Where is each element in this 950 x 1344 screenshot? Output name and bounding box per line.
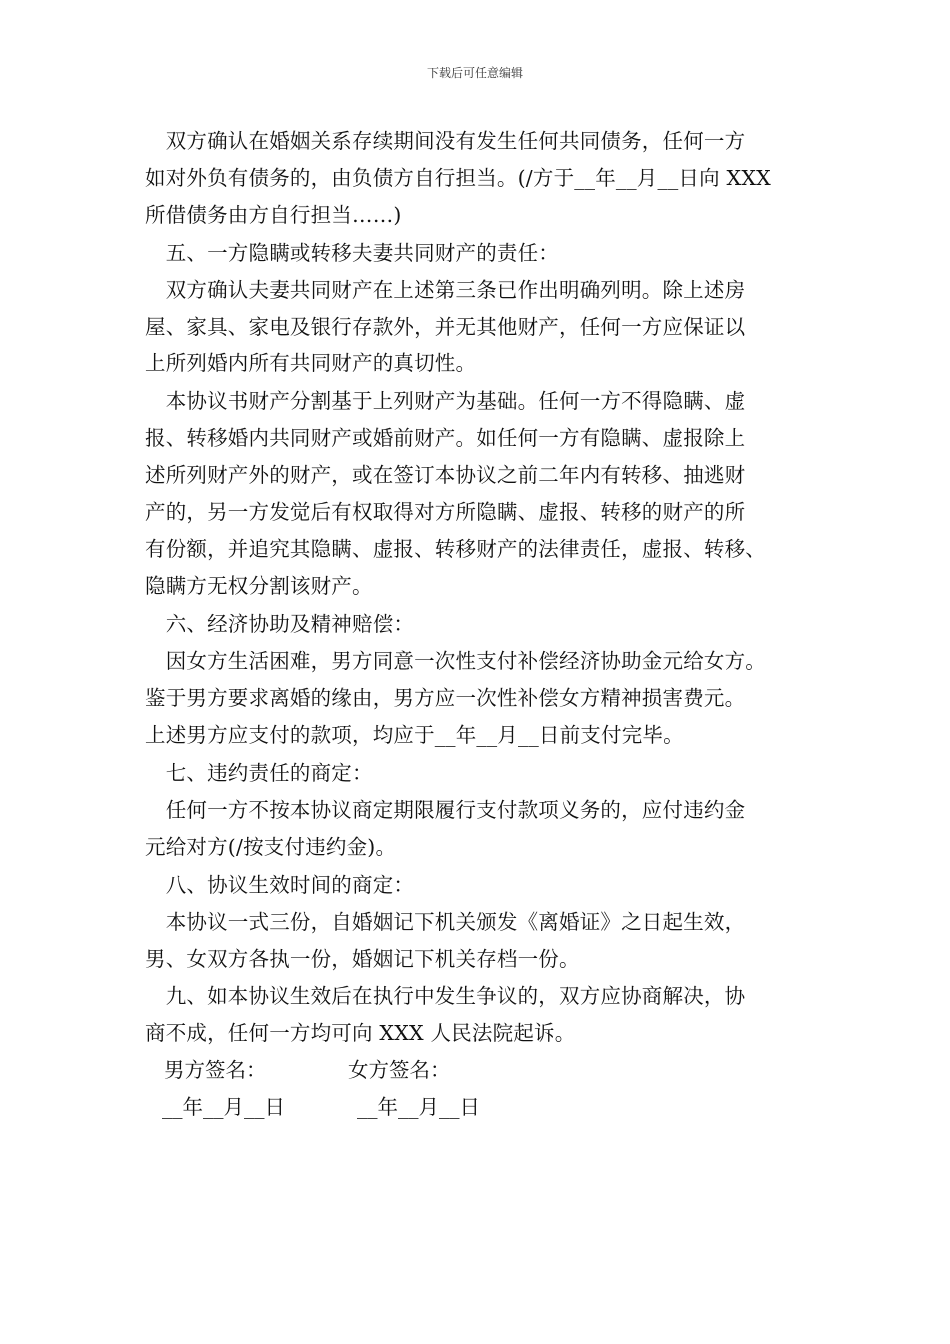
text-line: 任何一方不按本协议商定期限履行支付款项义务的，应付违约金 <box>145 798 746 822</box>
page-header: 下载后可任意编辑 <box>426 66 523 80</box>
text-line: 屋、家具、家电及银行存款外，并无其他财产，任何一方应保证以 <box>145 315 746 339</box>
female-signature-date: __年__月__日 <box>357 1095 480 1119</box>
text-line: 报、转移婚内共同财产或婚前财产。如任何一方有隐瞒、虚报除上 <box>145 426 746 450</box>
text-line: 因女方生活困难，男方同意一次性支付补偿经济协助金元给女方。 <box>145 649 766 673</box>
text-line: 如对外负有债务的，由负债方自行担当。(/方于__年__月__日向 XXX <box>145 166 771 190</box>
male-signature-date: __年__月__日 <box>162 1095 285 1119</box>
section-heading: 八、协议生效时间的商定： <box>145 873 415 897</box>
section-heading: 六、经济协助及精神赔偿： <box>145 612 415 636</box>
text-line: 双方确认夫妻共同财产在上述第三条已作出明确列明。除上述房 <box>145 278 746 302</box>
text-line: 男、女双方各执一份，婚姻记下机关存档一份。 <box>145 947 580 971</box>
text-line: 上所列婚内所有共同财产的真切性。 <box>145 351 477 375</box>
text-line: 所借债务由方自行担当……) <box>145 203 402 227</box>
text-line: 九、如本协议生效后在执行中发生争议的，双方应协商解决，协 <box>145 984 746 1008</box>
text-line: 述所列财产外的财产，或在签订本协议之前二年内有转移、抽逃财 <box>145 463 746 487</box>
female-signature-label: 女方签名： <box>348 1058 451 1082</box>
text-line: 上述男方应支付的款项，均应于__年__月__日前支付完毕。 <box>145 723 684 747</box>
text-line: 商不成，任何一方均可向 XXX 人民法院起诉。 <box>145 1021 576 1045</box>
male-signature-label: 男方签名： <box>164 1058 267 1082</box>
text-line: 元给对方(/按支付违约金)。 <box>145 835 397 859</box>
text-line: 有份额，并追究其隐瞒、虚报、转移财产的法律责任，虚报、转移、 <box>145 537 766 561</box>
text-line: 产的，另一方发觉后有权取得对方所隐瞒、虚报、转移的财产的所 <box>145 500 746 524</box>
text-line: 本协议书财产分割基于上列财产为基础。任何一方不得隐瞒、虚 <box>145 389 746 413</box>
text-line: 双方确认在婚姻关系存续期间没有发生任何共同债务，任何一方 <box>145 129 746 153</box>
text-line: 隐瞒方无权分割该财产。 <box>145 574 373 598</box>
section-heading: 五、一方隐瞒或转移夫妻共同财产的责任： <box>145 241 559 265</box>
text-line: 鉴于男方要求离婚的缘由，男方应一次性补偿女方精神损害费元。 <box>145 686 746 710</box>
section-heading: 七、违约责任的商定： <box>145 761 373 785</box>
text-line: 本协议一式三份，自婚姻记下机关颁发《离婚证》之日起生效， <box>145 910 746 934</box>
